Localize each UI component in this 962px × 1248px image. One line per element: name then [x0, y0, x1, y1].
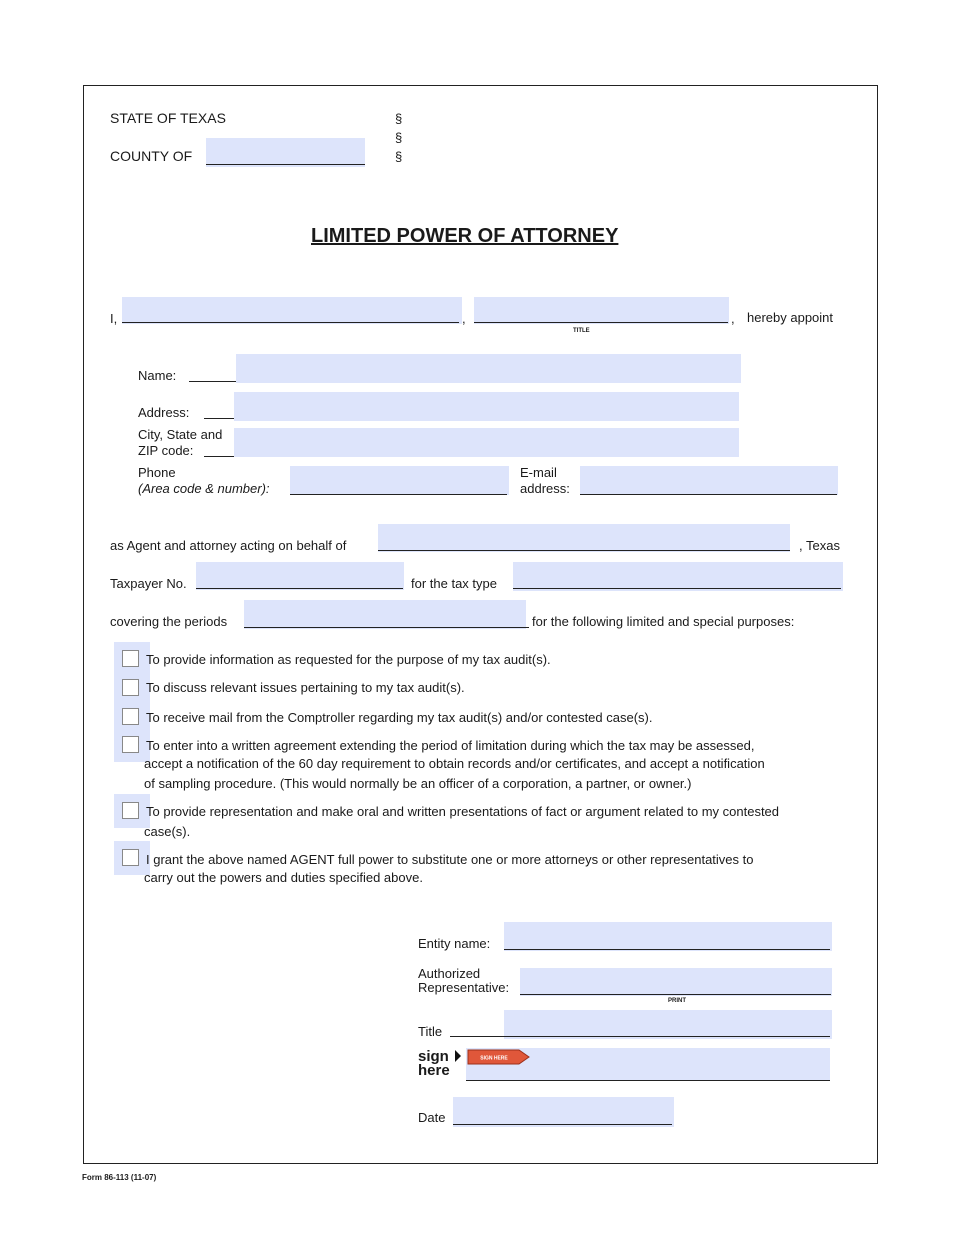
tax-type-label: for the tax type: [411, 576, 497, 591]
purpose-text-1: To provide information as requested for the purpose of my tax audit(s).: [146, 652, 551, 667]
taxpayer-field[interactable]: [196, 562, 404, 590]
purpose-text-6-line1: I grant the above named AGENT full power to substitute one or more attorneys or other representatives to: [146, 852, 754, 867]
form-number: Form 86-113 (11-07): [82, 1173, 157, 1182]
purpose-text-4-line2: accept a notification of the 60 day requirement to obtain records and/or certificates, and accept a notification: [144, 756, 765, 771]
purpose-text-4-line1: To enter into a written agreement extending the period of limitation during which the tax may be assessed,: [146, 738, 755, 753]
county-field[interactable]: [206, 138, 365, 167]
section-mark-1: §: [395, 111, 403, 126]
section-mark-3: §: [395, 149, 403, 164]
behalf-underline: [378, 550, 790, 551]
principal-title-underline: [474, 322, 728, 323]
rep-title-field[interactable]: [504, 1010, 832, 1039]
purpose-text-3: To receive mail from the Comptroller regarding my tax audit(s) and/or contested case(s).: [146, 710, 653, 725]
purpose-text-5-line1: To provide representation and make oral and written presentations of fact or argument related to my contested: [146, 804, 780, 819]
purpose-checkbox-6[interactable]: [122, 849, 139, 866]
agent-phone-field[interactable]: [290, 466, 509, 495]
purposes-label: for the following limited and special purposes:: [532, 614, 795, 629]
periods-field[interactable]: [244, 600, 526, 629]
agent-address-label: Address:: [138, 405, 190, 420]
date-label: Date: [418, 1110, 446, 1125]
agent-name-label: Name:: [138, 368, 177, 383]
entity-name-underline: [504, 949, 830, 950]
agent-email-field[interactable]: [580, 466, 838, 495]
sign-here-tag-text: SIGN HERE: [480, 1055, 508, 1062]
print-caption: PRINT: [668, 998, 686, 1004]
behalf-label: as Agent and attorney acting on behalf of: [110, 538, 347, 553]
sign-arrow-icon: [455, 1050, 461, 1062]
authorized-label-line2: Representative:: [418, 980, 510, 995]
sign-label-line1: sign: [418, 1048, 449, 1065]
rep-title-underline: [450, 1036, 830, 1037]
purpose-text-4-line3: of sampling procedure. (This would normally be an officer of a corporation, a partner, or owner.): [144, 776, 692, 791]
authorized-label-line1: Authorized: [418, 966, 481, 981]
taxpayer-label: Taxpayer No.: [110, 576, 187, 591]
county-underline: [206, 164, 365, 165]
rep-title-label: Title: [418, 1024, 443, 1039]
sign-here-tag-icon: [467, 1049, 531, 1065]
email-label-line1: E-mail: [520, 465, 557, 480]
agent-email-underline: [580, 494, 837, 495]
purpose-text-5-line2: case(s).: [144, 824, 191, 839]
purpose-text-2: To discuss relevant issues pertaining to my tax audit(s).: [146, 680, 465, 695]
state-label: STATE OF TEXAS: [110, 110, 226, 126]
signature-underline: [466, 1080, 830, 1081]
sign-label-line2: here: [418, 1062, 450, 1079]
tax-type-field[interactable]: [513, 562, 843, 591]
purpose-checkbox-2[interactable]: [122, 679, 139, 696]
taxpayer-underline: [196, 588, 403, 589]
date-underline: [453, 1124, 672, 1125]
city-label-line1: City, State and: [138, 427, 223, 442]
tax-type-underline: [513, 588, 841, 589]
agent-name-field[interactable]: [236, 354, 741, 383]
periods-underline: [244, 627, 529, 628]
county-label: COUNTY OF: [110, 148, 193, 164]
purpose-checkbox-4[interactable]: [122, 736, 139, 753]
city-label-line2: ZIP code:: [138, 443, 194, 458]
agent-city-field[interactable]: [234, 428, 739, 457]
agent-phone-underline: [290, 494, 507, 495]
phone-label-line2: (Area code & number):: [138, 481, 270, 496]
agent-address-field[interactable]: [234, 392, 739, 421]
authorized-rep-underline: [520, 994, 831, 995]
entity-name-label: Entity name:: [418, 936, 491, 951]
purpose-checkbox-1[interactable]: [122, 650, 139, 667]
i-label: I,: [110, 311, 118, 326]
principal-name-field[interactable]: [122, 297, 462, 324]
comma: ,: [462, 311, 466, 326]
entity-name-field[interactable]: [504, 922, 832, 951]
behalf-field[interactable]: [378, 524, 790, 552]
hereby-appoint-label: hereby appoint: [747, 310, 834, 325]
authorized-rep-field[interactable]: [520, 968, 832, 996]
phone-label-line1: Phone: [138, 465, 176, 480]
date-field[interactable]: [453, 1097, 674, 1127]
principal-title-field[interactable]: [474, 297, 729, 324]
purpose-checkbox-5[interactable]: [122, 802, 139, 819]
title-caption: TITLE: [573, 328, 590, 334]
periods-label: covering the periods: [110, 614, 228, 629]
document-title: LIMITED POWER OF ATTORNEY: [311, 225, 619, 247]
comma-2: ,: [731, 311, 735, 326]
section-mark-2: §: [395, 130, 403, 145]
texas-label: , Texas: [799, 538, 840, 553]
principal-name-underline: [122, 322, 459, 323]
purpose-checkbox-3[interactable]: [122, 708, 139, 725]
email-label-line2: address:: [520, 481, 570, 496]
purpose-text-6-line2: carry out the powers and duties specified above.: [144, 870, 423, 885]
